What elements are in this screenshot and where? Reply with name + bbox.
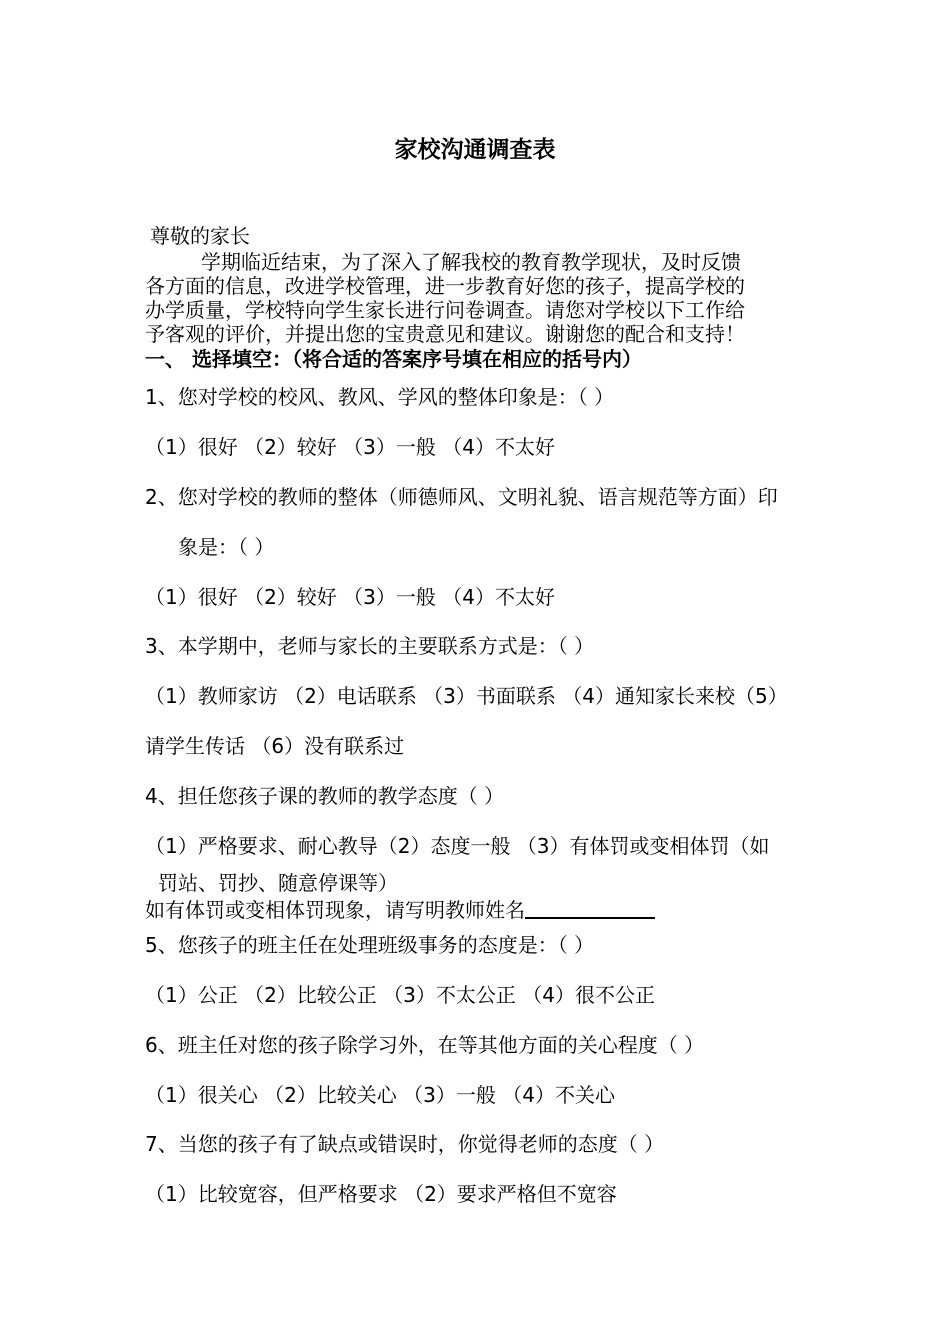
q2-question-line-1: 2、您对学校的教师的整体（师德师风、文明礼貌、语言规范等方面）印	[145, 485, 778, 509]
intro-line-1: 学期临近结束，为了深入了解我校的教育教学现状，及时反馈	[201, 250, 741, 274]
q6-question: 6、班主任对您的孩子除学习外，在等其他方面的关心程度（ ）	[145, 1033, 705, 1057]
section-heading: 一、 选择填空：（将合适的答案序号填在相应的括号内）	[145, 347, 642, 371]
intro-line-2: 各方面的信息，改进学校管理，进一步教育好您的孩子，提高学校的	[145, 274, 745, 298]
q7-question: 7、当您的孩子有了缺点或错误时，你觉得老师的态度（ ）	[145, 1132, 665, 1156]
q1-options: （1）很好 （2）较好 （3）一般 （4）不太好	[145, 435, 555, 459]
q7-options: （1）比较宽容，但严格要求 （2）要求严格但不宽容	[145, 1182, 617, 1206]
q4-question: 4、担任您孩子课的教师的教学态度（ ）	[145, 784, 505, 808]
q3-options-line-2: 请学生传话 （6）没有联系过	[145, 734, 405, 758]
q4-options-line-2: 罚站、罚抄、随意停课等）	[158, 871, 398, 895]
q2-options: （1）很好 （2）较好 （3）一般 （4）不太好	[145, 585, 555, 609]
q4-options-line-1: （1）严格要求、耐心教导（2）态度一般 （3）有体罚或变相体罚（如	[145, 834, 770, 858]
intro-line-3: 办学质量，学校特向学生家长进行问卷调查。请您对学校以下工作给	[145, 298, 745, 322]
q6-options: （1）很关心 （2）比较关心 （3）一般 （4）不关心	[145, 1083, 615, 1107]
q4-note	[145, 897, 655, 922]
greeting: 尊敬的家长	[150, 224, 250, 248]
q3-options-line-1: （1）教师家访 （2）电话联系 （3）书面联系 （4）通知家长来校（5）	[145, 684, 788, 708]
intro-line-4: 予客观的评价，并提出您的宝贵意见和建议。谢谢您的配合和支持！	[145, 322, 745, 346]
q5-question: 5、您孩子的班主任在处理班级事务的态度是：（ ）	[145, 933, 595, 957]
q1-question: 1、您对学校的校风、教风、学风的整体印象是：（ ）	[145, 385, 615, 409]
teacher-name-blank[interactable]	[525, 897, 655, 919]
q5-options: （1）公正 （2）比较公正 （3）不太公正 （4）很不公正	[145, 983, 655, 1007]
document-title: 家校沟通调查表	[394, 137, 556, 163]
q3-question: 3、本学期中，老师与家长的主要联系方式是：（ ）	[145, 634, 595, 658]
q2-question-line-2: 象是：（ ）	[178, 535, 275, 559]
q4-note-text: 如有体罚或变相体罚现象，请写明教师姓名	[145, 898, 525, 922]
